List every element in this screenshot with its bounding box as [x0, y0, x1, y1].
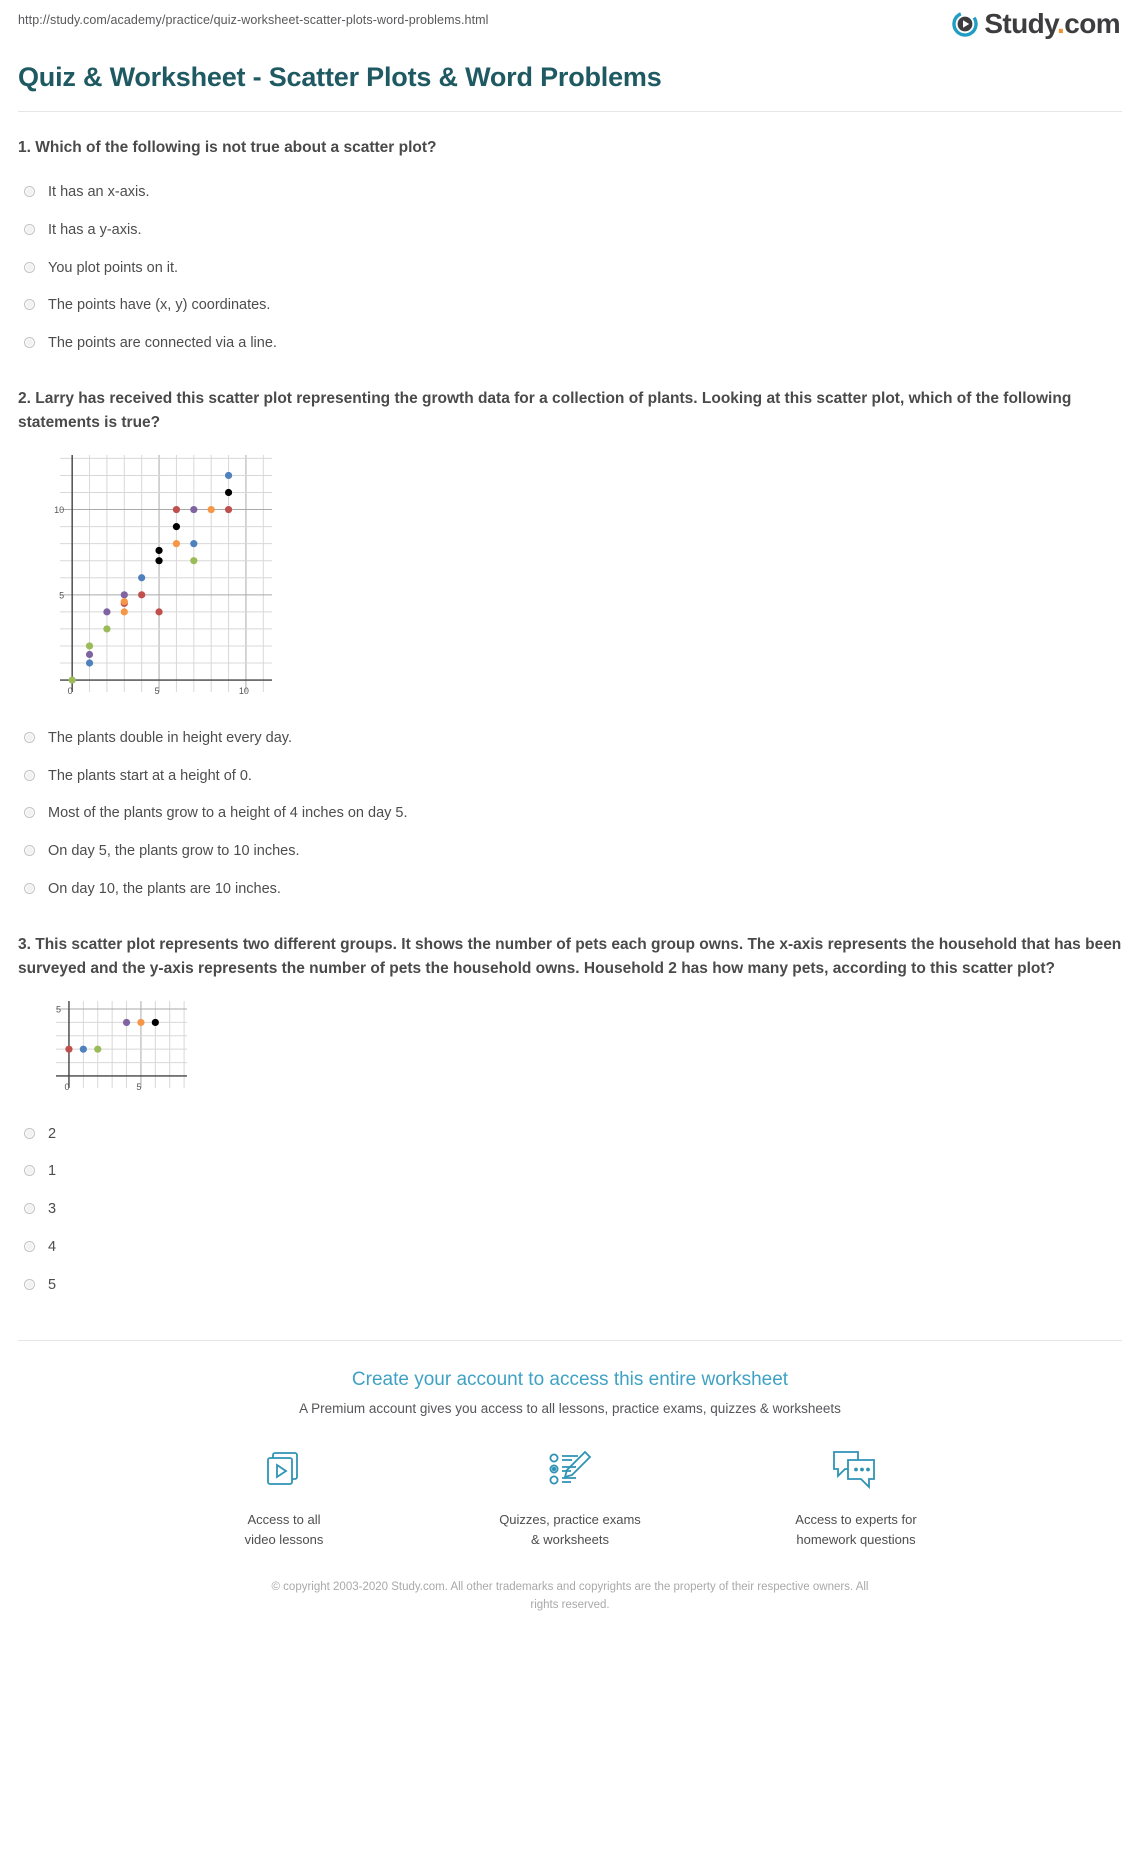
radio-icon[interactable]: [24, 732, 35, 743]
scatter-plot-svg: [28, 449, 278, 714]
feature-line1: Access to all: [247, 1512, 321, 1528]
radio-icon[interactable]: [24, 186, 35, 197]
radio-icon[interactable]: [24, 262, 35, 273]
question-2-options: [20, 720, 1122, 909]
play-circle-icon: [952, 11, 978, 37]
option-2-1[interactable]: [20, 720, 1122, 758]
option-label: The points are connected via a line.: [48, 335, 277, 352]
option-2-5[interactable]: [20, 871, 1122, 909]
option-1-4[interactable]: [20, 287, 1122, 325]
option-3-1[interactable]: [20, 1116, 1122, 1154]
option-label: It has a y-axis.: [48, 221, 142, 238]
radio-icon[interactable]: [24, 845, 35, 856]
feature-line2: homework questions: [796, 1531, 916, 1547]
svg-text:0: 0: [64, 1081, 70, 1092]
option-label: 2: [48, 1125, 57, 1142]
feature-line2: video lessons: [244, 1531, 324, 1547]
copyright-text: © copyright 2003-2020 Study.com. All other trademarks and copyrights are the property of their respective owners. All rights reserved.: [271, 1581, 869, 1612]
option-3-3[interactable]: [20, 1191, 1122, 1229]
question-1-block: [18, 136, 1122, 363]
option-label: The plants double in height every day.: [48, 729, 292, 746]
svg-text:10: 10: [54, 504, 65, 515]
video-play-icon: [189, 1444, 379, 1496]
question-1-options: [20, 174, 1122, 363]
svg-text:10: 10: [238, 685, 249, 696]
radio-icon[interactable]: [24, 224, 35, 235]
feature-line1: Access to experts for: [795, 1512, 917, 1528]
page-title: Quiz & Worksheet - Scatter Plots & Word Problems: [18, 62, 1122, 112]
option-label: You plot points on it.: [48, 259, 179, 276]
quiz-pencil-icon: [475, 1444, 665, 1496]
page-header: [18, 0, 1122, 46]
option-label: 3: [48, 1201, 57, 1218]
logo-text-com: com: [1064, 8, 1120, 39]
radio-icon[interactable]: [24, 770, 35, 781]
option-2-4[interactable]: [20, 833, 1122, 871]
feature-line1: Quizzes, practice exams: [499, 1512, 641, 1528]
option-label: It has an x-axis.: [48, 184, 150, 201]
option-label: 1: [48, 1163, 57, 1180]
feature-quizzes: [475, 1444, 665, 1549]
footer-promo: [18, 1340, 1122, 1637]
logo-wordmark: [984, 10, 1120, 38]
feature-label: [761, 1510, 951, 1549]
question-2-text: 2. Larry has received this scatter plot representing the growth data for a collection of plants. Looking at this scatter plot, which of the following statements is true?: [18, 389, 1072, 431]
radio-icon[interactable]: [24, 1241, 35, 1252]
question-3-text: 3. This scatter plot represents two different groups. It shows the number of pets each group owns. The x-axis represents the household that has been surveyed and the y-axis represents the number of pets the household owns. Household 2 has how many pets, according to this scatter plot?: [18, 935, 1122, 977]
option-1-3[interactable]: [20, 250, 1122, 288]
option-label: On day 5, the plants grow to 10 inches.: [48, 843, 300, 860]
feature-experts: [761, 1444, 951, 1549]
option-label: The points have (x, y) coordinates.: [48, 297, 271, 314]
plant-growth-scatter-chart: [28, 449, 1122, 714]
svg-text:0: 0: [67, 685, 73, 696]
household-pets-scatter-chart: [28, 995, 1122, 1110]
feature-line2: & worksheets: [530, 1531, 610, 1547]
question-1-text: 1. Which of the following is not true about a scatter plot?: [18, 139, 437, 157]
promo-subtitle: A Premium account gives you access to all lessons, practice exams, quizzes & worksheets: [299, 1401, 841, 1417]
option-2-3[interactable]: [20, 795, 1122, 833]
option-1-1[interactable]: [20, 174, 1122, 212]
radio-icon[interactable]: [24, 1203, 35, 1214]
option-label: 4: [48, 1238, 57, 1255]
feature-video-lessons: [189, 1444, 379, 1549]
svg-text:5: 5: [154, 685, 160, 696]
chat-bubbles-icon: [761, 1444, 951, 1496]
feature-label: [189, 1510, 379, 1549]
option-label: 5: [48, 1276, 57, 1293]
promo-title[interactable]: Create your account to access this entire worksheet: [351, 1369, 789, 1391]
radio-icon[interactable]: [24, 1128, 35, 1139]
feature-list: [18, 1444, 1122, 1549]
option-2-2[interactable]: [20, 758, 1122, 796]
feature-label: [475, 1510, 665, 1549]
question-3-block: [18, 933, 1122, 1305]
radio-icon[interactable]: [24, 1165, 35, 1176]
radio-icon[interactable]: [24, 1279, 35, 1290]
logo-text-study: Study: [984, 8, 1058, 39]
radio-icon[interactable]: [24, 337, 35, 348]
option-label: The plants start at a height of 0.: [48, 767, 252, 784]
logo-dot: .: [1057, 8, 1065, 39]
option-label: Most of the plants grow to a height of 4 inches on day 5.: [48, 805, 408, 822]
radio-icon[interactable]: [24, 883, 35, 894]
page-url: http://study.com/academy/practice/quiz-worksheet-scatter-plots-word-problems.html: [18, 13, 489, 27]
radio-icon[interactable]: [24, 299, 35, 310]
svg-text:5: 5: [55, 1004, 61, 1015]
option-3-2[interactable]: [20, 1153, 1122, 1191]
option-1-2[interactable]: [20, 212, 1122, 250]
svg-text:5: 5: [136, 1081, 142, 1092]
option-label: On day 10, the plants are 10 inches.: [48, 880, 281, 897]
option-3-4[interactable]: [20, 1229, 1122, 1267]
svg-text:5: 5: [59, 590, 65, 601]
question-2-block: [18, 387, 1122, 909]
question-3-options: [20, 1116, 1122, 1305]
scatter-plot-svg: [28, 995, 193, 1110]
option-1-5[interactable]: [20, 325, 1122, 363]
study-com-logo[interactable]: [952, 10, 1122, 38]
option-3-5[interactable]: [20, 1267, 1122, 1305]
radio-icon[interactable]: [24, 807, 35, 818]
